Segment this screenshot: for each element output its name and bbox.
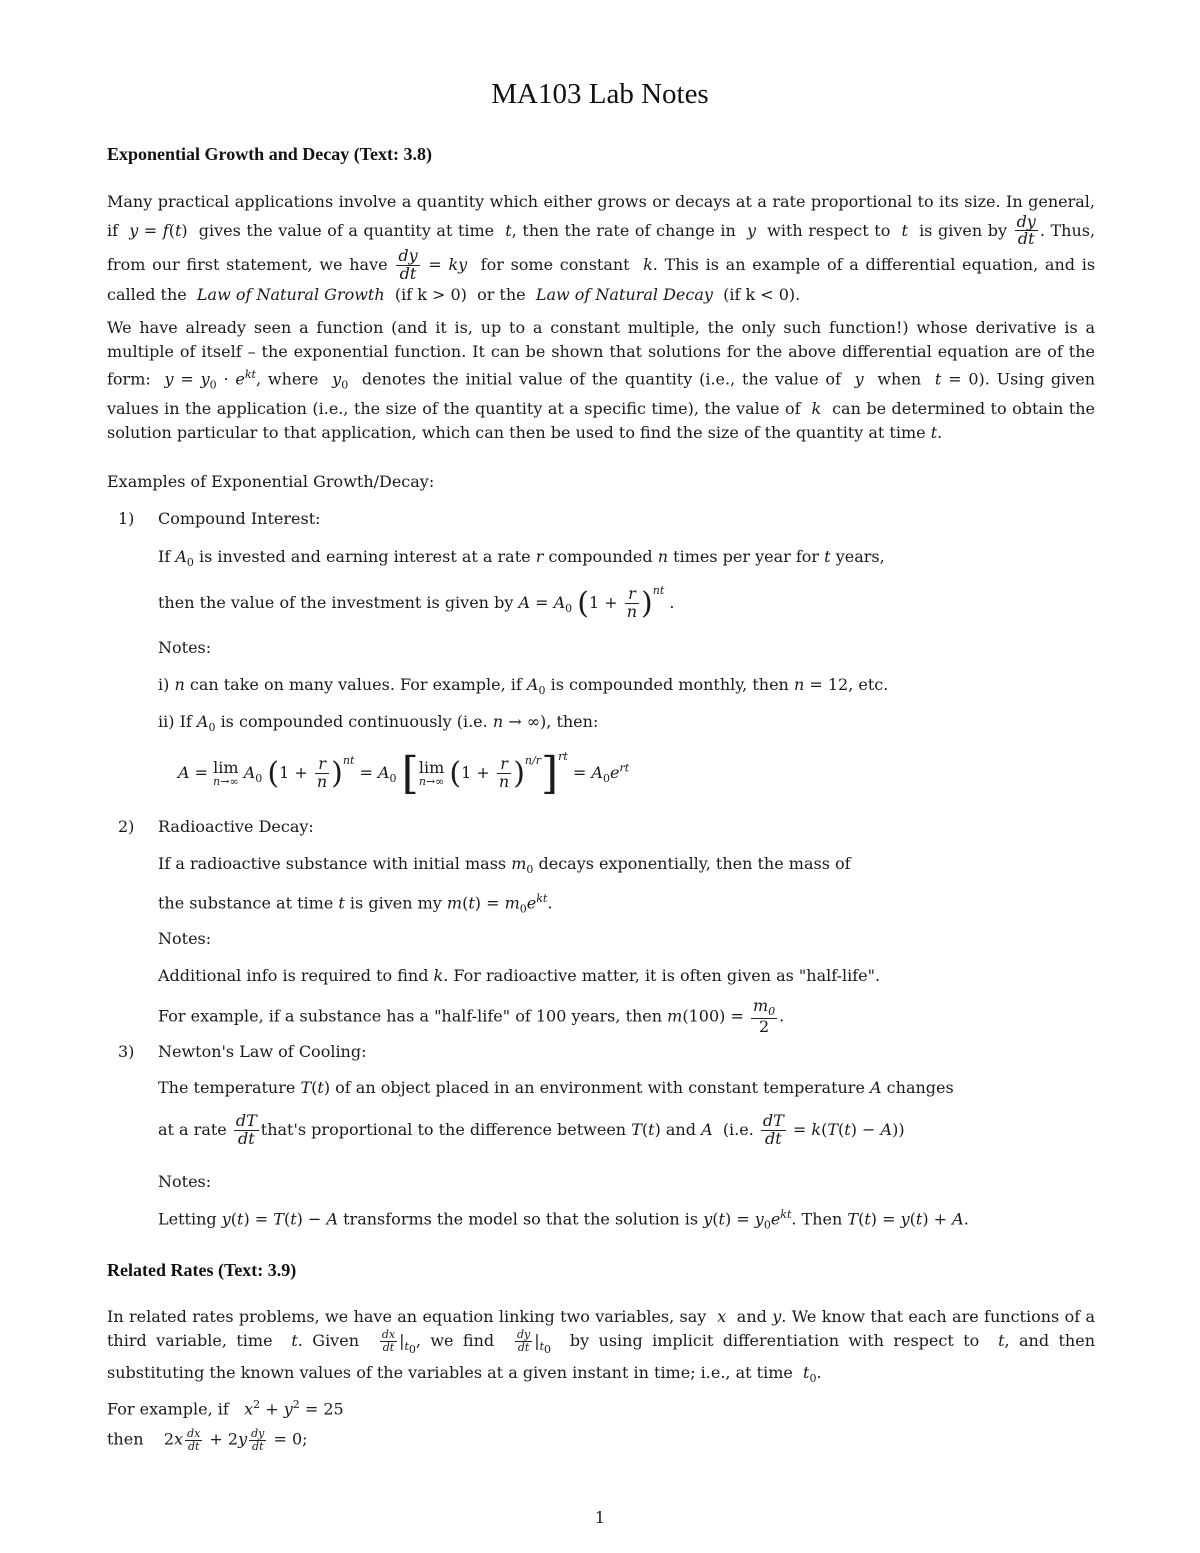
paragraph-intro: Many practical applications involve a quantity which either grows or decays at a rate proportional to its size. In general, if y = f(t) gives the value of a quantity at time t, then the rate of change in y with respect to t is given by $\frac{dy}{dt}$ . Thus, from our first statement, we have $\frac{dy}{dt}$ = ky for some constant k. This is an example of a differential equation, and is called the Law of Natural Growth (if k > 0) or the Law of Natural Decay (if k < 0). <box>107 192 1096 304</box>
note-cooling-solution: Letting y(t) = T(t) − A transforms the model so that the solution is $y(t) = y_0e^{kt}$. Then T(t) = y(t) + A. <box>158 1208 969 1232</box>
cooling-line-1: The temperature T(t) of an object placed in an environment with constant temperature A changes <box>158 1078 954 1097</box>
example-title-radioactive-decay: Radioactive Decay: <box>158 817 314 836</box>
notes-label-3: Notes: <box>158 1172 212 1191</box>
cooling-line-2: at a rate $\frac{dT}{dt}$ that's proportional to the difference between T(t) and A (i.e. $\frac{dT}{dt}$ = k(T(t) − A)) <box>158 1111 905 1148</box>
example-number-1: 1) <box>118 509 135 528</box>
notes-label-2: Notes: <box>158 929 212 948</box>
section-heading-related-rates: Related Rates (Text: 3.9) <box>107 1260 297 1280</box>
examples-label: Examples of Exponential Growth/Decay: <box>107 472 435 491</box>
related-rates-derivative: then 2x $\frac{dx}{dt}$ + 2y $\frac{dy}{dt}$ = 0; <box>107 1427 308 1453</box>
continuous-limit-formula: A = lim n→∞ $A_0$ (1 + $\frac{r}{n}$ )$^{nt} = A_0$ [ lim n→∞ (1 + $\frac{r}{n}$ )$^{n/r}]^{rt} = A_0e^{rt}$ <box>178 748 630 799</box>
radioactive-line-1: If a radioactive substance with initial mass $m_0$ decays exponentially, then the mass of <box>158 854 851 877</box>
paragraph-related-rates: In related rates problems, we have an equation linking two variables, say x and y. We know that each are functions of a third variable, time t. Given $\frac{dx}{dt}$ $|_{t_0}$, we find $\frac{dy}{dt}$ $|_{t_0}$ by using implicit differentiation with respect to t, and then substituting the known values of the variables at a given instant in time; i.e., at time $t_0$. <box>107 1307 1096 1386</box>
note-n-values: i) n can take on many values. For example, if $A_0$ is compounded monthly, then n = 12, etc. <box>158 675 889 698</box>
compound-interest-line-1: If $A_0$ is invested and earning interest at a rate r compounded n times per year for t years, <box>158 547 885 570</box>
notes-label-1: Notes: <box>158 638 212 657</box>
note-half-life: Additional info is required to find k. For radioactive matter, it is often given as "half-life". <box>158 966 881 985</box>
example-title-newtons-law: Newton's Law of Cooling: <box>158 1042 367 1061</box>
radioactive-line-2: the substance at time t is given my $m(t) = m_0e^{kt}$. <box>158 892 553 916</box>
example-number-2: 2) <box>118 817 135 836</box>
page-number: 1 <box>594 1508 606 1527</box>
example-number-3: 3) <box>118 1042 135 1061</box>
paragraph-exponential-solution: We have already seen a function (and it is, up to a constant multiple, the only such function!) whose derivative is a multiple of itself – the exponential function. It can be shown that solutions for the above differential equation are of the form: $y = y_0 \cdot e^{kt}$, where $y_0$ denotes the initial value of the quantity (i.e., the value of y when t = 0). Using given values in the application (i.e., the size of the quantity at a specific time), the value of k can be determined to obtain the solution particular to that application, which can then be used to find the size of the quantity at time t. <box>107 318 1096 442</box>
compound-interest-formula: then the value of the investment is given by $A = A_0$ (1 + $\frac{r}{n}$ )$^{nt}$ . <box>158 584 675 621</box>
related-rates-example: For example, if $x^2 + y^2 = 25$ <box>107 1398 344 1419</box>
section-heading-exponential: Exponential Growth and Decay (Text: 3.8) <box>107 144 433 164</box>
example-title-compound-interest: Compound Interest: <box>158 509 321 528</box>
note-half-life-example: For example, if a substance has a "half-life" of 100 years, then m(100) = $\frac{m_0}{2}$ . <box>158 996 785 1036</box>
page-title: MA103 Lab Notes <box>491 78 709 110</box>
note-continuous: ii) If $A_0$ is compounded continuously (i.e. n → ∞), then: <box>158 712 599 735</box>
